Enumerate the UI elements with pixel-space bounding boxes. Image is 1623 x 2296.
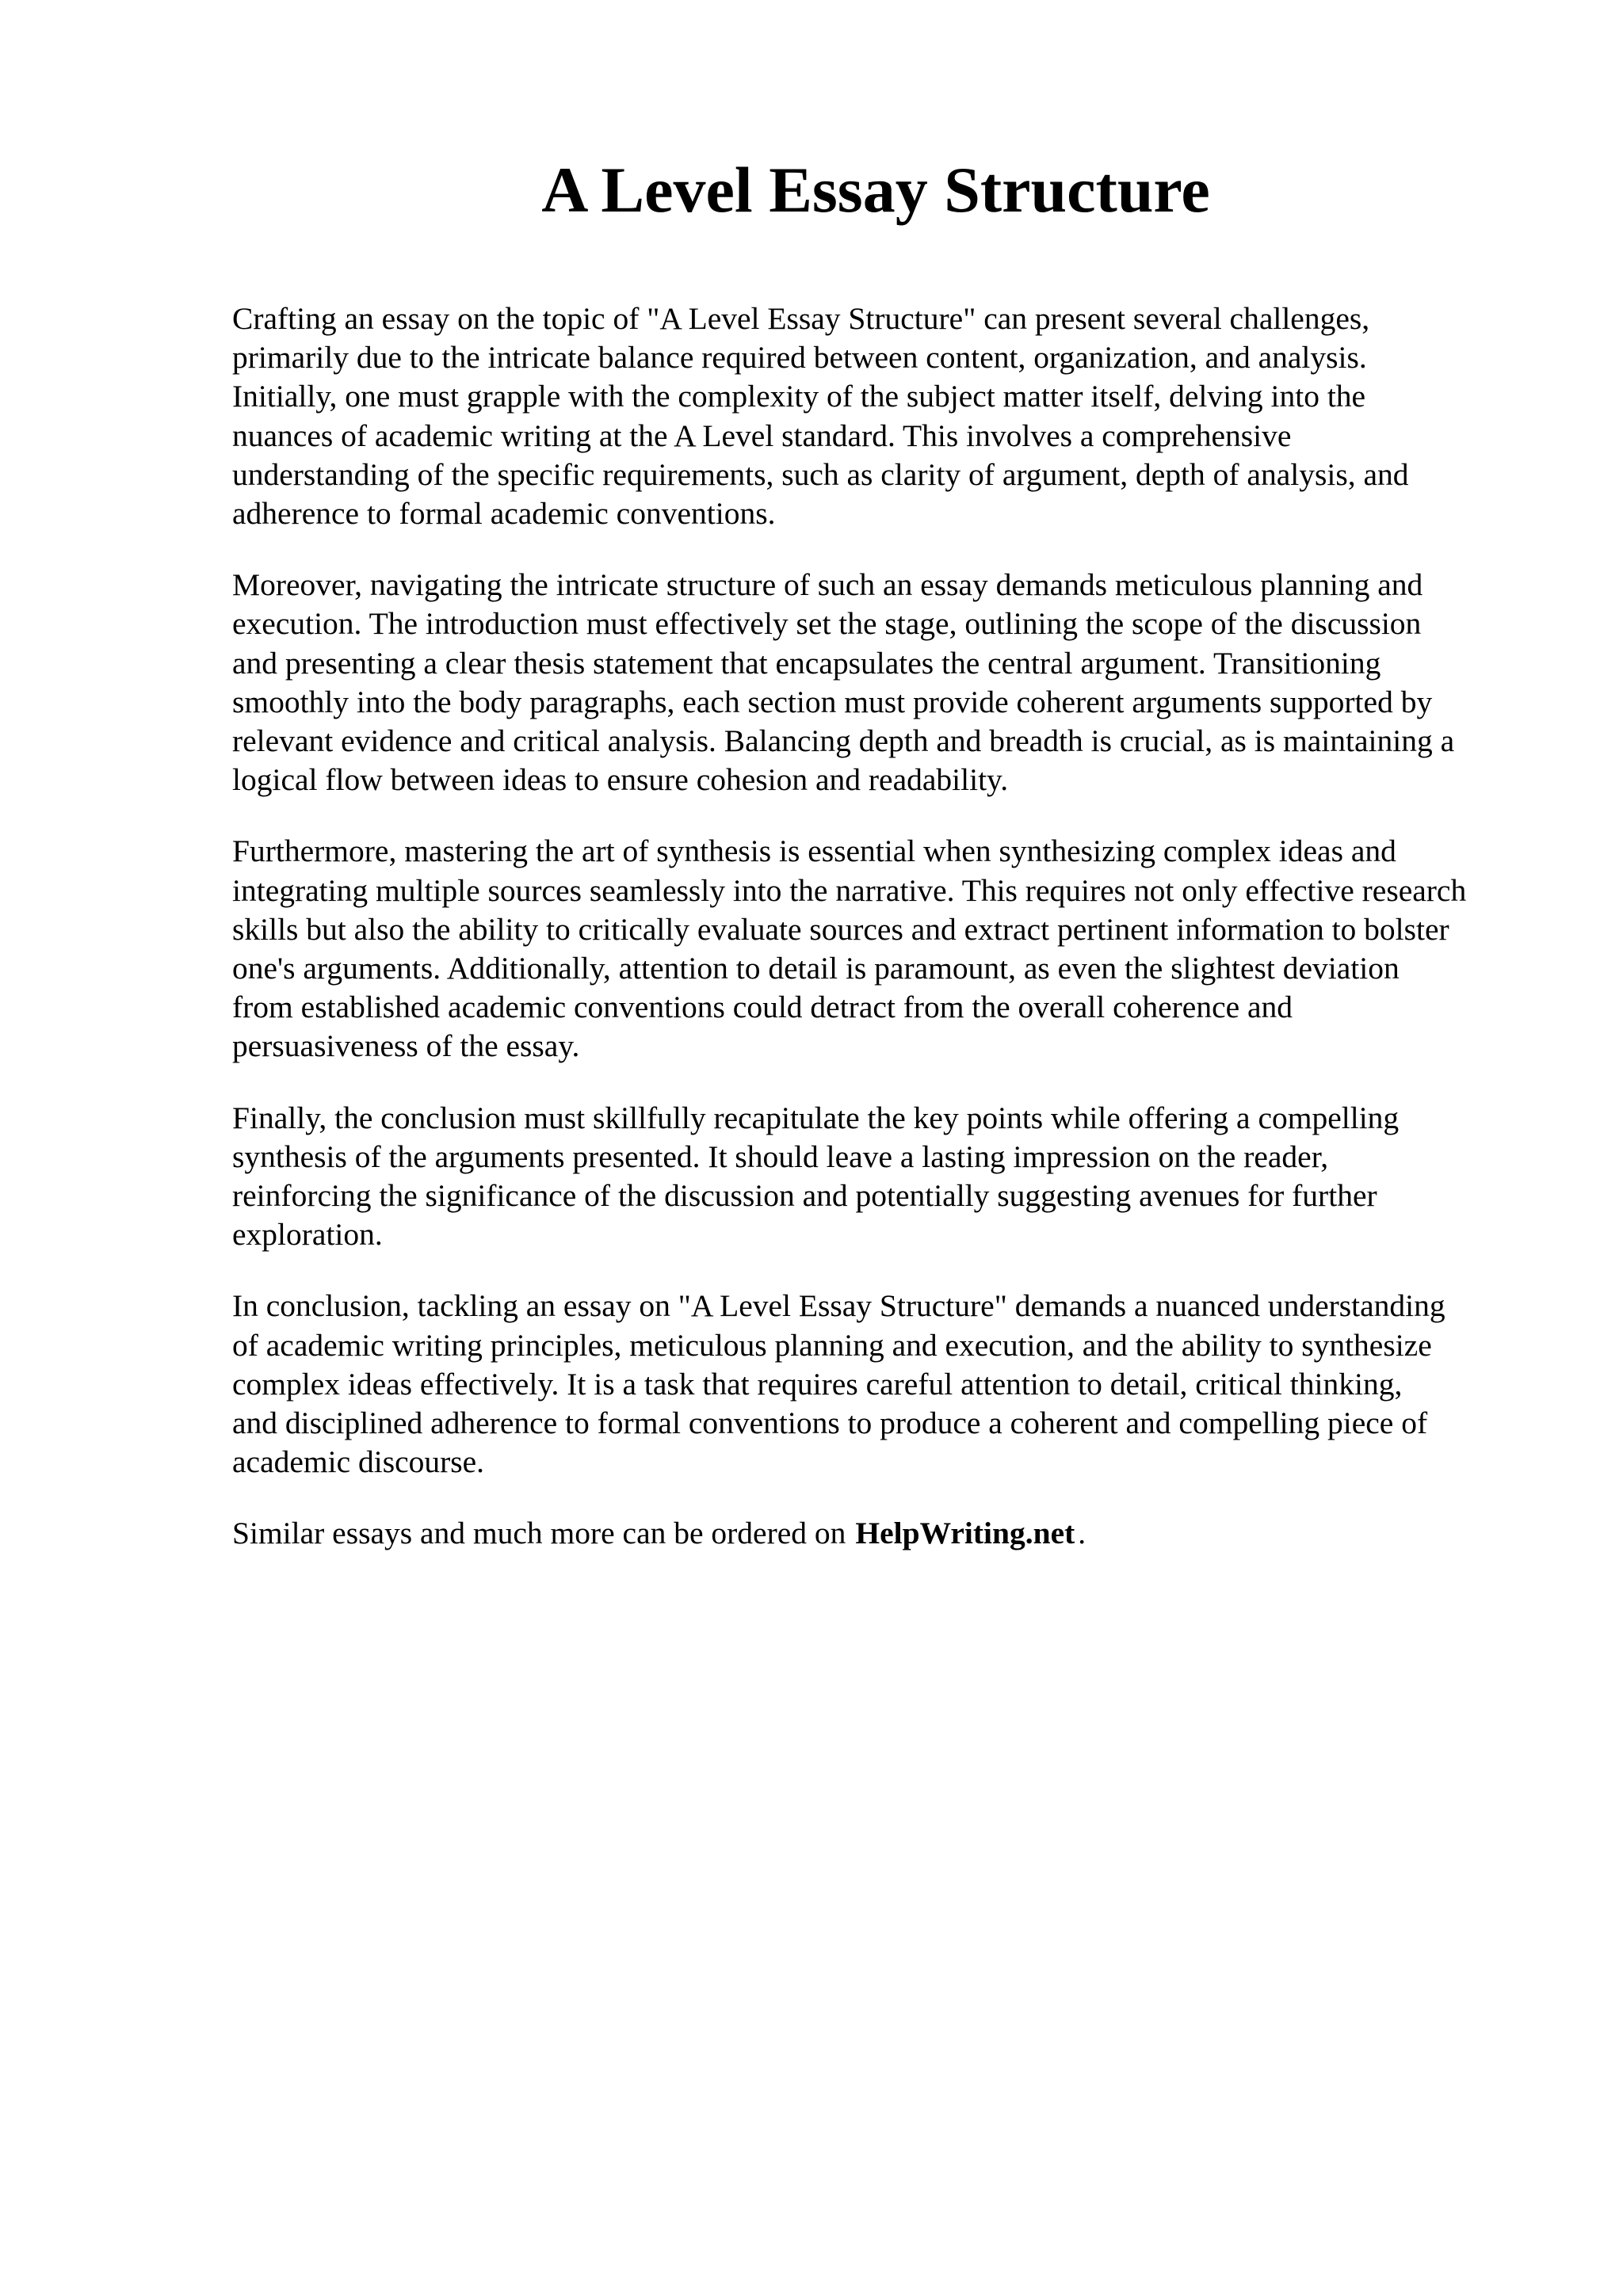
paragraph-line: from established academic conventions could detract from the overall coherence and — [232, 990, 1293, 1025]
paragraph-line: Furthermore, mastering the art of synthesis is essential when synthesizing complex ideas and — [232, 833, 1396, 869]
paragraph-line: academic discourse. — [232, 1444, 485, 1480]
footer-line — [232, 1514, 1548, 1553]
paragraph-line: Initially, one must grapple with the complexity of the subject matter itself, delving into the — [232, 379, 1366, 414]
paragraph-4 — [232, 1099, 1548, 1255]
paragraph-line: execution. The introduction must effectively set the stage, outlining the scope of the discussion — [232, 606, 1422, 642]
paragraph-line: understanding of the specific requirements, such as clarity of argument, depth of analysis, and — [232, 456, 1409, 492]
paragraph-line: exploration. — [232, 1217, 383, 1253]
paragraph-line: reinforcing the significance of the discussion and potentially suggesting avenues for further — [232, 1178, 1377, 1214]
paragraph-1 — [232, 299, 1548, 533]
paragraph-line: logical flow between ideas to ensure cohesion and readability. — [232, 762, 1009, 798]
paragraph-line: In conclusion, tackling an essay on "A Level Essay Structure" demands a nuanced understanding — [232, 1288, 1445, 1324]
paragraph-line: nuances of academic writing at the A Level standard. This involves a comprehensive — [232, 418, 1292, 453]
paragraph-line: complex ideas effectively. It is a task that requires careful attention to detail, critical thinking, — [232, 1366, 1403, 1402]
paragraph-5 — [232, 1287, 1548, 1482]
paragraph-line: Crafting an essay on the topic of "A Level Essay Structure" can present several challenges, — [232, 301, 1370, 336]
paragraph-2 — [232, 566, 1548, 799]
footer-text: Similar essays and much more can be ordered on — [232, 1516, 846, 1551]
footer-period: . — [1078, 1516, 1086, 1551]
paragraph-line: one's arguments. Additionally, attention to detail is paramount, as even the slightest deviation — [232, 951, 1400, 986]
paragraph-3 — [232, 832, 1548, 1066]
paragraph-line: relevant evidence and critical analysis. Balancing depth and breadth is crucial, as is maintaining a — [232, 723, 1455, 759]
paragraph-line: adherence to formal academic conventions. — [232, 496, 776, 532]
paragraph-line: smoothly into the body paragraphs, each section must provide coherent arguments supported by — [232, 684, 1433, 719]
paragraph-line: of academic writing principles, meticulous planning and execution, and the ability to synthesize — [232, 1327, 1432, 1363]
paragraph-line: integrating multiple sources seamlessly into the narrative. This requires not only effective research — [232, 872, 1467, 908]
paragraph-line: synthesis of the arguments presented. It should leave a lasting impression on the reader, — [232, 1138, 1329, 1174]
paragraph-line: and presenting a clear thesis statement that encapsulates the central argument. Transitioning — [232, 645, 1381, 681]
paragraph-line: primarily due to the intricate balance required between content, organization, and analysis. — [232, 340, 1367, 376]
document-title: A Level Essay Structure — [541, 154, 1210, 226]
paragraph-line: persuasiveness of the essay. — [232, 1028, 580, 1064]
paragraph-line: Moreover, navigating the intricate structure of such an essay demands meticulous planning and — [232, 567, 1423, 603]
paragraph-line: and disciplined adherence to formal conventions to produce a coherent and compelling piece of — [232, 1405, 1428, 1441]
helpwriting-link[interactable]: HelpWriting.net — [855, 1516, 1075, 1551]
paragraph-line: Finally, the conclusion must skillfully recapitulate the key points while offering a compelling — [232, 1100, 1400, 1135]
document-body — [232, 299, 1548, 1586]
paragraph-line: skills but also the ability to critically evaluate sources and extract pertinent information to bolster — [232, 911, 1449, 947]
